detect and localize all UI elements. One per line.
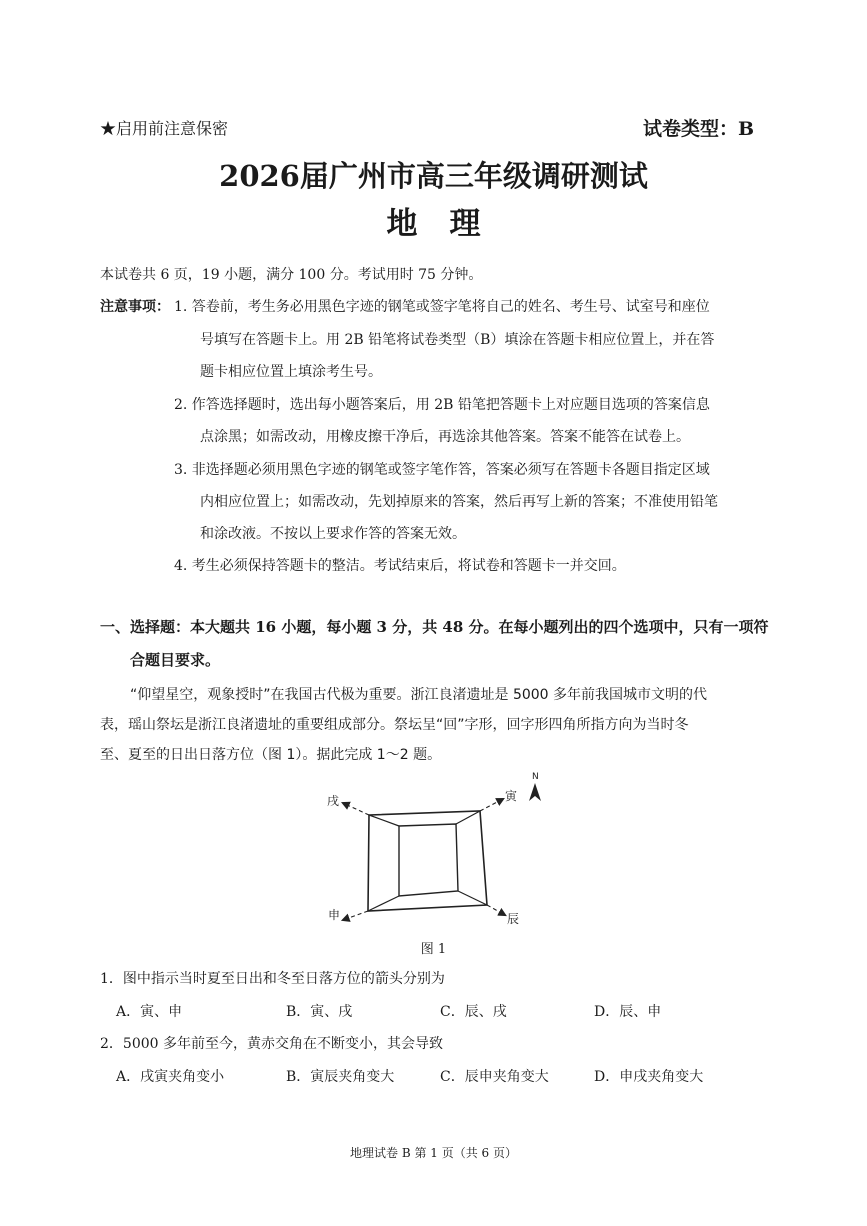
exam-intro: 本试卷共 6 页，19 小题，满分 100 分。考试用时 75 分钟。 [100,267,483,283]
section-heading: 一、选择题：本大题共 16 小题，每小题 3 分，共 48 分。在每小题列出的四个选项中，只有一项符 [100,618,769,636]
section-heading-cont: 合题目要求。 [130,651,221,669]
question-2-option-d: D．申戌夹角变大 [594,1069,704,1085]
label-se: 辰 [507,912,520,926]
notice-4-line-1: 4. 考生必须保持答题卡的整洁。考试结束后，将试卷和答题卡一并交回。 [174,558,626,574]
question-2-option-b: B．寅辰夹角变大 [286,1069,395,1085]
passage-line-3: 至、夏至的日出日落方位（图 1）。据此完成 1～2 题。 [100,747,442,763]
arrow-nw [343,803,369,815]
question-1-stem: 1．图中指示当时夏至日出和冬至日落方位的箭头分别为 [100,971,445,987]
notice-3-line-1: 3. 非选择题必须用黑色字迹的钢笔或签字笔作答，答案必须写在答题卡各题目指定区域 [174,462,710,478]
page-footer: 地理试卷 B 第 1 页（共 6 页） [350,1146,517,1160]
label-ne: 寅 [505,789,518,803]
figure-caption: 图 1 [420,942,447,957]
confidential-note: ★启用前注意保密 [100,119,229,138]
exam-title: 2026届广州市高三年级调研测试 [219,159,648,193]
altar-diagram [310,765,560,935]
north-label: N [532,772,539,782]
subject-title: 地理 [386,206,513,242]
north-arrow-icon [529,783,541,801]
notice-3-line-3: 和涂改液。不按以上要求作答的答案无效。 [200,526,466,542]
notice-1-line-3: 题卡相应位置上填涂考生号。 [200,364,382,380]
label-sw: 申 [328,908,341,922]
arrow-se [487,905,505,915]
question-1-option-b: B．寅、戌 [286,1004,353,1020]
label-nw: 戌 [327,794,340,808]
question-1-option-a: A．寅、申 [116,1004,183,1020]
passage-line-2: 表，瑶山祭坛是浙江良渚遗址的重要组成部分。祭坛呈“回”字形，回字形四角所指方向为当时冬 [100,717,689,733]
notice-1-line-2: 号填写在答题卡上。用 2B 铅笔将试卷类型（B）填涂在答题卡相应位置上，并在答 [200,332,715,348]
question-1-option-c: C．辰、戌 [440,1004,507,1020]
passage-line-1: “仰望星空，观象授时”在我国古代极为重要。浙江良渚遗址是 5000 多年前我国城市文明的代 [130,687,708,703]
notice-2-line-1: 2. 作答选择题时，选出每小题答案后，用 2B 铅笔把答题卡上对应题目选项的答案信息 [174,397,710,413]
notice-label: 注意事项： [100,299,170,315]
arrow-sw [343,911,368,920]
question-2-option-a: A．戌寅夹角变小 [116,1069,225,1085]
question-2-stem: 2．5000 多年前至今，黄赤交角在不断变小，其会导致 [100,1036,443,1052]
notice-2-line-2: 点涂黑；如需改动，用橡皮擦干净后，再选涂其他答案。答案不能答在试卷上。 [200,429,690,445]
paper-type: 试卷类型：B [643,118,755,140]
inner-square [399,824,458,896]
question-1-option-d: D．辰、申 [594,1004,662,1020]
notice-3-line-2: 内相应位置上；如需改动，先划掉原来的答案，然后再写上新的答案；不准使用铅笔 [200,494,718,510]
question-2-option-c: C．辰申夹角变大 [440,1069,549,1085]
arrow-ne [480,799,503,811]
notice-1-line-1: 1. 答卷前，考生务必用黑色字迹的钢笔或签字笔将自己的姓名、考生号、试室号和座位 [174,299,710,315]
